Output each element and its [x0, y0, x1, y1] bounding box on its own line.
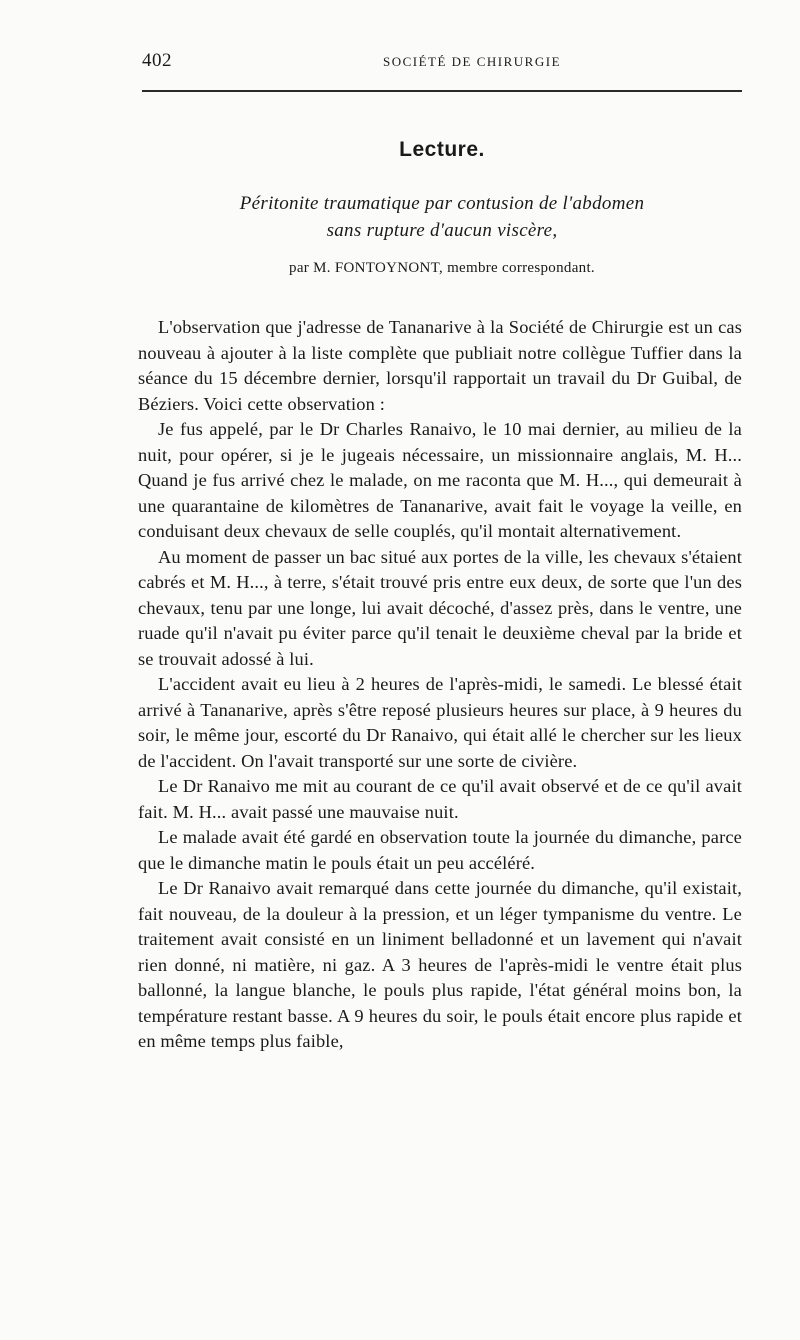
paragraph: Le malade avait été gardé en observation toute la journée du dimanche, parce que le dimanche matin le pouls était un peu accéléré. — [138, 827, 742, 873]
article-title-line-1: Péritonite traumatique par contusion de l'abdomen — [239, 193, 645, 214]
article-title — [142, 190, 742, 244]
article-title-line-2: sans rupture d'aucun viscère, — [326, 220, 558, 241]
header-rule — [142, 90, 742, 92]
article-body — [138, 315, 742, 1055]
paragraph: Au moment de passer un bac situé aux portes de la ville, les chevaux s'étaient cabrés et M. H..., à terre, s'était trouvé pris entre eux deux, de sorte que l'un des chevaux, tenu par une longe, lui avait décoché, d'assez près, dans le ventre, une ruade qu'il n'avait pu éviter parce qu'il tenait le deuxième cheval par la bride et se trouvait adossé à lui. — [138, 546, 742, 669]
paragraph: Le Dr Ranaivo avait remarqué dans cette journée du dimanche, qu'il existait, fait nouveau, de la douleur à la pression, et un léger tympanisme du ventre. Le traitement avait consisté en un liniment belladonné et un lavement qui n'avait rien donné, ni matière, ni gaz. A 3 heures de l'après-midi le ventre était plus ballonné, la langue blanche, le pouls plus rapide, l'état général moins bon, la température restant basse. A 9 heures du soir, le pouls était encore plus rapide et en même temps plus faible, — [138, 878, 742, 1051]
paragraph: L'observation que j'adresse de Tananarive à la Société de Chirurgie est un cas nouveau à ajouter à la liste complète que publiait notre collègue Tuffier dans la séance du 15 décembre dernier, lorsqu'il rapportait un travail du Dr Guibal, de Béziers. Voici cette observation : — [138, 317, 742, 414]
journal-title: SOCIÉTÉ DE CHIRURGIE — [382, 54, 562, 69]
page-number: 402 — [142, 50, 172, 71]
running-head — [142, 50, 742, 76]
paragraph: Je fus appelé, par le Dr Charles Ranaivo, le 10 mai dernier, au milieu de la nuit, pour opérer, si je le jugeais nécessaire, un missionnaire anglais, M. H... Quand je fus arrivé chez le malade, on me raconta que M. H..., qui demeurait à une quarantaine de kilomètres de Tananarive, avait fait le voyage la veille, en conduisant deux chevaux de selle couplés, qu'il montait alternativement. — [138, 419, 742, 541]
section-heading: Lecture. — [399, 138, 485, 161]
byline: par M. FONTOYNONT, membre correspondant. — [289, 260, 595, 276]
paragraph: L'accident avait eu lieu à 2 heures de l'après-midi, le samedi. Le blessé était arrivé à Tananarive, après s'être reposé plusieurs heures sur place, à 9 heures du soir, le même jour, escorté du Dr Ranaivo, qui était allé le chercher sur les lieux de l'accident. On l'avait transporté sur une sorte de civière. — [138, 674, 742, 771]
paragraph: Le Dr Ranaivo me mit au courant de ce qu'il avait observé et de ce qu'il avait fait. M. H... avait passé une mauvaise nuit. — [138, 776, 742, 822]
